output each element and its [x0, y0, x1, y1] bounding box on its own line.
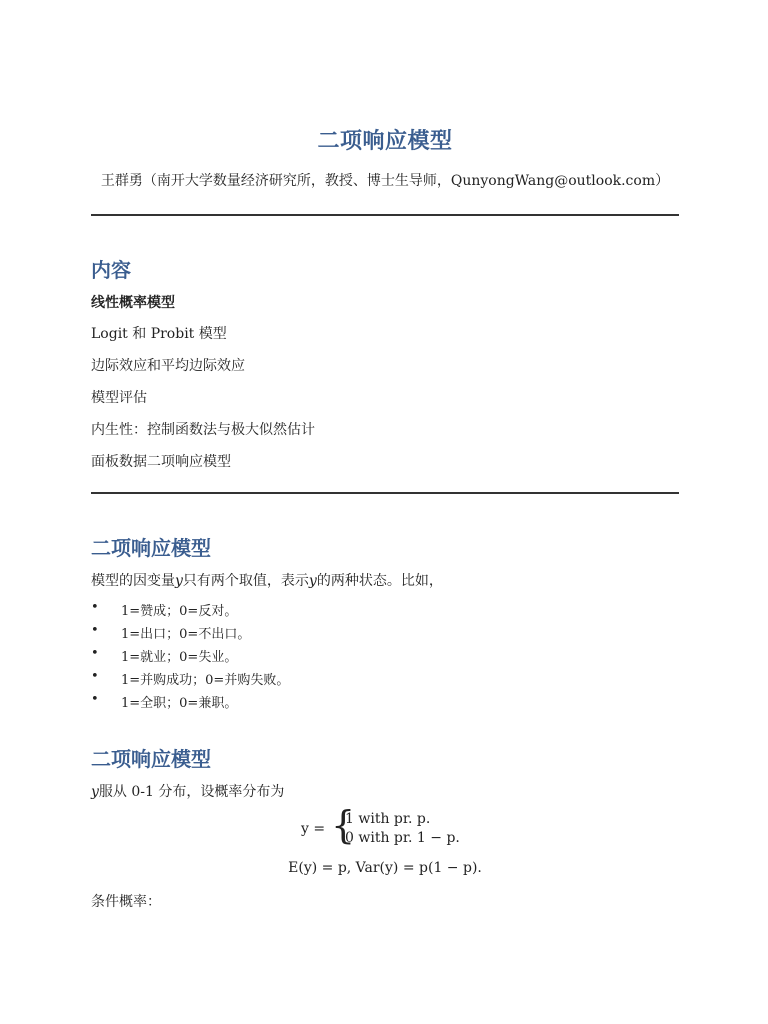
equation-lhs: y = — [301, 821, 326, 837]
toc-item-model-evaluation[interactable]: 模型评估 — [91, 390, 147, 406]
intro-post-text: 的两种状态。比如， — [316, 573, 443, 589]
list-item-text: 1=并购成功；0=并购失败。 — [121, 673, 290, 688]
list-item-text: 1=出口；0=不出口。 — [121, 627, 251, 642]
section1-heading: 二项响应模型 — [91, 536, 211, 560]
section1-intro — [91, 570, 443, 590]
toc-item-linear-probability[interactable]: 线性概率模型 — [91, 295, 175, 311]
list-item-text: 1=赞成；0=反对。 — [121, 604, 238, 619]
toc-item-endogeneity[interactable]: 内生性：控制函数法与极大似然估计 — [91, 422, 315, 438]
moments-equation: E(y) = p, Var(y) = p(1 − p). — [288, 860, 482, 876]
bullet-icon: • — [91, 669, 99, 684]
list-item-text: 1=就业；0=失业。 — [121, 650, 238, 665]
list-item-text: 1=全职；0=兼职。 — [121, 696, 238, 711]
list-item — [91, 669, 289, 692]
section2-intro — [91, 781, 284, 801]
divider-middle — [91, 492, 679, 494]
variable-y: y — [308, 573, 317, 589]
contents-heading: 内容 — [91, 258, 131, 282]
example-list — [91, 600, 289, 715]
distribution-equation — [301, 803, 481, 850]
list-item — [91, 692, 289, 715]
bullet-icon: • — [91, 600, 99, 615]
intro-mid-text: 只有两个取值，表示 — [182, 573, 309, 589]
toc-item-marginal-effects[interactable]: 边际效应和平均边际效应 — [91, 358, 245, 374]
bullet-icon: • — [91, 646, 99, 661]
bullet-icon: • — [91, 692, 99, 707]
page-title: 二项响应模型 — [317, 128, 453, 154]
list-item — [91, 623, 289, 646]
section2-heading: 二项响应模型 — [91, 747, 211, 771]
left-brace-icon: { — [331, 803, 356, 847]
author-line: 王群勇（南开大学数量经济研究所，教授、博士生导师，QunyongWang@outlook.com） — [100, 173, 670, 189]
bullet-icon: • — [91, 623, 99, 638]
divider-top — [91, 214, 679, 216]
case-row-1: 1 with pr. p. — [345, 811, 431, 827]
intro-pre-text: 模型的因变量 — [91, 573, 175, 589]
variable-y: y — [175, 573, 183, 589]
list-item — [91, 600, 289, 623]
toc-item-panel-data[interactable]: 面板数据二项响应模型 — [91, 454, 231, 470]
toc-item-logit-probit[interactable]: Logit 和 Probit 模型 — [91, 326, 227, 342]
conditional-probability-label: 条件概率： — [91, 894, 161, 910]
case-row-2: 0 with pr. 1 − p. — [345, 830, 460, 846]
variable-y: y — [91, 784, 99, 800]
intro-text: 服从 0-1 分布，设概率分布为 — [98, 784, 285, 800]
list-item — [91, 646, 289, 669]
